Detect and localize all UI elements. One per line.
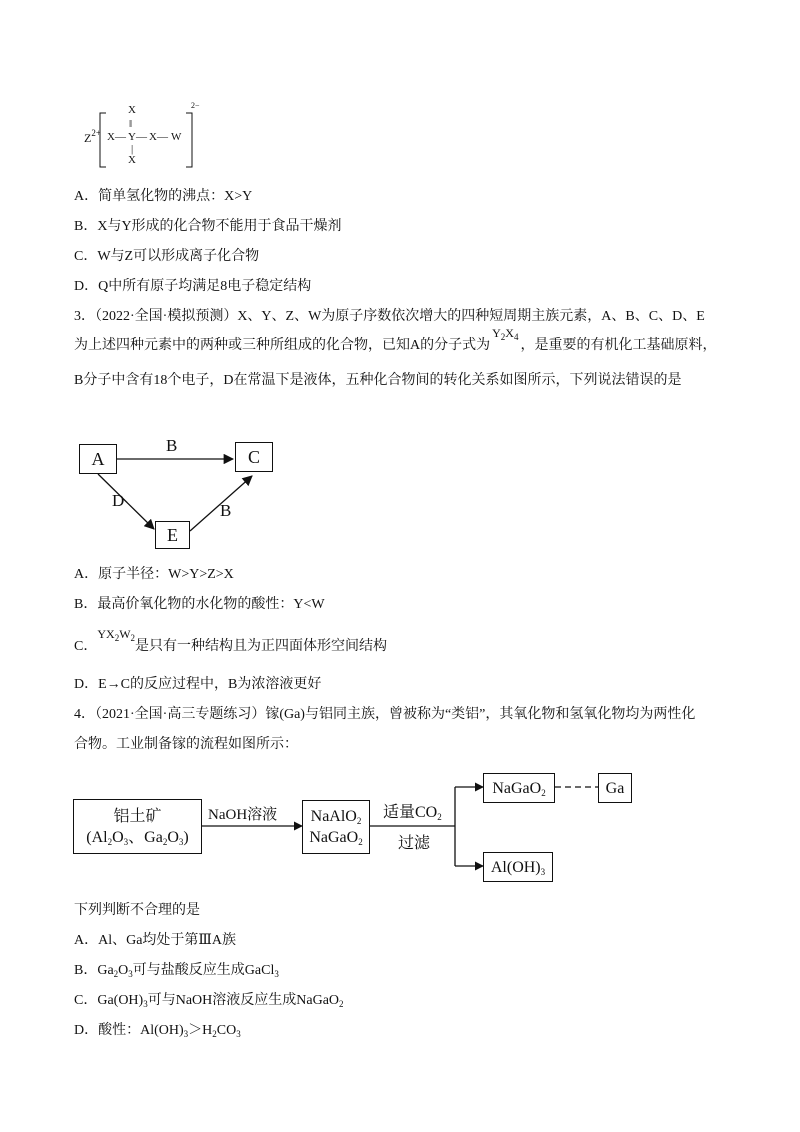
intermediate-naalo2 xyxy=(311,806,362,827)
q2-option-c: C．W与Z可以形成离子化合物 xyxy=(74,249,260,264)
q4-option-c xyxy=(74,991,344,1011)
atom-chain-w: W xyxy=(171,131,182,143)
label-e-to-c: B xyxy=(220,501,232,520)
q4d-s3: 3 xyxy=(236,1029,241,1039)
nagao2-box xyxy=(483,773,555,803)
formula-y-sub: 2 xyxy=(500,332,506,342)
ore-s2: 3 xyxy=(123,836,129,847)
q3-stem-line1: 3．（2022·全国·模拟预测）X、Y、Z、W为原子序数依次增大的四种短周期主族元素，A、B、C、D、E xyxy=(74,309,705,324)
bond-bar-2: — xyxy=(136,131,147,143)
q2-option-d: D．Q中所有原子均满足8电子稳定结构 xyxy=(74,279,312,294)
mid2-sub: 2 xyxy=(358,837,363,847)
bond-bar-3: — xyxy=(157,131,168,143)
top-box-text: NaGaO xyxy=(492,779,542,797)
q4b-pre: B．Ga xyxy=(74,963,114,978)
ore-s4: 3 xyxy=(178,836,184,847)
q4d-pre: D．酸性：Al(OH) xyxy=(74,1023,184,1038)
q4c-s1: 3 xyxy=(143,999,148,1009)
q4c-pre: C．Ga(OH) xyxy=(74,993,144,1008)
intermediate-box xyxy=(302,800,370,854)
q4d-s2: 2 xyxy=(212,1029,217,1039)
mid2: NaGaO xyxy=(309,829,359,846)
top-box-sub: 2 xyxy=(541,787,546,798)
q4c-s2: 2 xyxy=(339,999,344,1009)
label-a-to-e: D xyxy=(112,491,125,510)
formula-x: X xyxy=(505,326,514,340)
intermediate-nagao2 xyxy=(309,827,362,848)
atom-top-x: X xyxy=(128,104,136,116)
ore-o1: O xyxy=(112,828,124,846)
q3-option-c-prefix: C． xyxy=(74,639,98,654)
q3-option-a: A．原子半径：W>Y>Z>X xyxy=(74,567,234,582)
q4b-s1: 2 xyxy=(113,969,119,979)
atom-bottom-x: X xyxy=(128,154,136,166)
q4c-mid: 可与NaOH溶液反应生成NaGaO xyxy=(147,993,340,1008)
ore-s3: 2 xyxy=(162,836,168,847)
q4d-mid: ＞H xyxy=(188,1023,213,1038)
nagao2-formula xyxy=(492,778,545,799)
q4b-mid: O xyxy=(118,963,129,978)
ga-box: Ga xyxy=(598,773,632,803)
q2-option-b: B．X与Y形成的化合物不能用于食品干燥剂 xyxy=(74,219,342,234)
q3-option-b: B．最高价氧化物的水化物的酸性：Y<W xyxy=(74,597,325,612)
atom-chain-x1: X xyxy=(107,131,115,143)
atom-chain-x2: X xyxy=(149,131,157,143)
q3-stem-line3: B分子中含有18个电子，D在常温下是液体，五种化合物间的转化关系如图所示，下列说法错误的是 xyxy=(74,373,682,388)
q4b-s2: 3 xyxy=(128,969,133,979)
label-a-to-c: B xyxy=(166,436,178,455)
ore-box xyxy=(73,799,202,854)
q4d-post: CO xyxy=(216,1023,237,1038)
q3-option-c-text: 是只有一种结构且为正四面体形空间结构 xyxy=(135,639,388,654)
q4-option-a: A．Al、Ga均处于第ⅢA族 xyxy=(74,933,237,948)
q4-prompt: 下列判断不合理的是 xyxy=(74,903,200,918)
ore-o2: O xyxy=(167,828,179,846)
formula-w: W xyxy=(119,627,131,641)
q4-option-d xyxy=(74,1021,241,1041)
q4b-s3: 3 xyxy=(274,969,279,979)
q3-stem-line2-pre: 为上述四种元素中的两种或三种所组成的化合物，已知A的分子式为 xyxy=(74,338,491,353)
bond-single: | xyxy=(131,143,134,155)
naoh-label: NaOH溶液 xyxy=(208,807,278,823)
ore-formula xyxy=(86,827,188,848)
q2-option-a: A．简单氢化物的沸点：X>Y xyxy=(74,189,253,204)
box-c: C xyxy=(235,442,273,472)
box-a: A xyxy=(79,444,117,474)
bond-bar-1: — xyxy=(115,131,126,143)
mid1-sub: 2 xyxy=(356,816,362,826)
bond-double: ‖ xyxy=(129,118,133,130)
filter-label: 过滤 xyxy=(398,835,431,852)
aloh3-formula xyxy=(491,857,545,878)
ore-s1: 2 xyxy=(107,836,113,847)
atom-chain-y: Y xyxy=(128,131,136,143)
formula-yx-sub: 2 xyxy=(114,633,120,643)
formula-x-sub: 4 xyxy=(513,332,519,342)
formula-yx: YX xyxy=(97,627,115,641)
cation-symbol: Z xyxy=(84,131,92,145)
cation-charge: 2+ xyxy=(91,128,101,138)
mid1: NaAlO xyxy=(310,808,357,825)
bottom-box-sub: 3 xyxy=(540,866,546,877)
q4-stem-line2: 合物。工业制备镓的流程如图所示： xyxy=(74,737,298,752)
co2-text: 适量CO xyxy=(383,804,438,821)
ore-sep: 、Ga xyxy=(128,828,163,846)
ore-f1: (Al xyxy=(86,828,108,846)
ore-title: 铝土矿 xyxy=(113,807,162,825)
formula-w-sub: 2 xyxy=(130,633,136,643)
q4b-post: 可与盐酸反应生成GaCl xyxy=(132,963,275,978)
bottom-box-text: Al(OH) xyxy=(490,858,541,876)
co2-label xyxy=(383,799,442,822)
q4d-s1: 3 xyxy=(183,1029,189,1039)
box-e: E xyxy=(155,521,190,549)
ore-close: ) xyxy=(183,828,189,846)
q4-stem-line1: 4．（2021·全国·高三专题练习）镓(Ga)与铝同主族，曾被称为“类铝”，其氧化物和氢氧化物均为两性化 xyxy=(74,707,696,722)
aloh3-box xyxy=(483,852,553,882)
anion-charge: 2− xyxy=(191,101,200,110)
q4-option-b xyxy=(74,961,279,981)
q3-option-d: D．E→C的反应过程中，B为浓溶液更好 xyxy=(74,677,322,692)
q3-stem-line2-post: ，是重要的有机化工基础原料， xyxy=(520,338,717,353)
formula-y: Y xyxy=(492,326,501,340)
co2-sub: 2 xyxy=(437,812,442,822)
